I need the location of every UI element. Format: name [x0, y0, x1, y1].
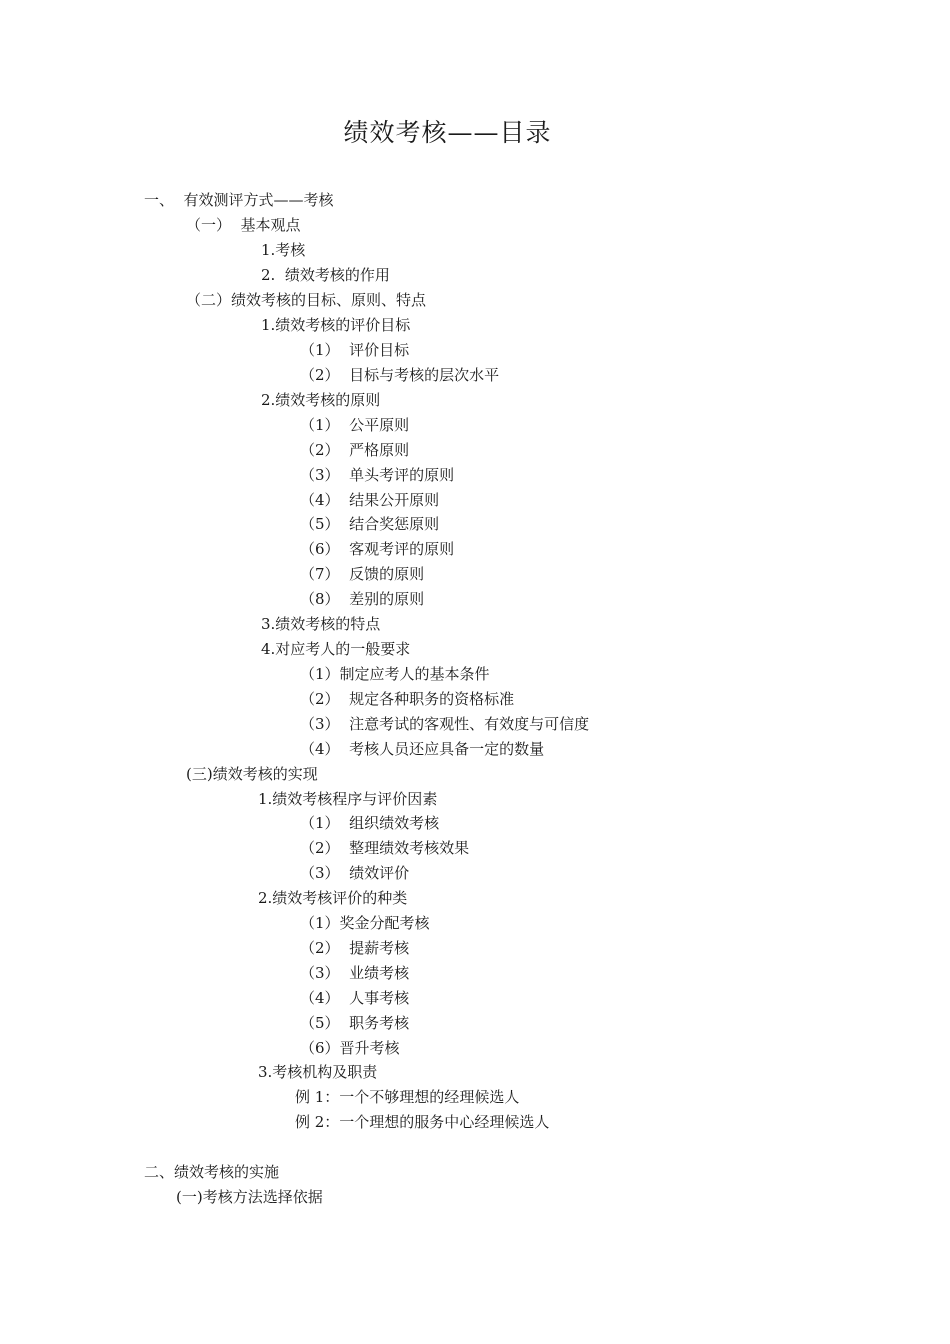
toc-line: （2） 严格原则 — [300, 441, 410, 459]
toc-line: 3.考核机构及职责 — [258, 1063, 378, 1081]
toc-line: 一、 有效测评方式——考核 — [144, 191, 334, 209]
toc-line: （2） 规定各种职务的资格标准 — [300, 690, 515, 708]
toc-line: 1.绩效考核的评价目标 — [261, 316, 411, 334]
toc-line: （1） 组织绩效考核 — [300, 814, 440, 832]
toc-line: （8） 差别的原则 — [300, 590, 425, 608]
toc-line: （1）制定应考人的基本条件 — [300, 665, 490, 683]
toc-line: 1.考核 — [261, 241, 306, 259]
page-title: 绩效考核——目录 — [343, 118, 552, 147]
toc-line: 例 1：一个不够理想的经理候选人 — [295, 1088, 520, 1106]
toc-line: 例 2：一个理想的服务中心经理候选人 — [295, 1113, 550, 1131]
toc-line: （3） 单头考评的原则 — [300, 466, 455, 484]
toc-line: （1） 评价目标 — [300, 341, 410, 359]
toc-line: (一)考核方法选择依据 — [176, 1188, 323, 1206]
toc-line: 2.绩效考核评价的种类 — [258, 889, 408, 907]
toc-line: 2. 绩效考核的作用 — [261, 266, 390, 284]
toc-line: （1） 公平原则 — [300, 416, 410, 434]
toc-line: （4） 人事考核 — [300, 989, 410, 1007]
toc-line: 1.绩效考核程序与评价因素 — [258, 790, 438, 808]
toc-line: 3.绩效考核的特点 — [261, 615, 381, 633]
toc-line: （5） 职务考核 — [300, 1014, 410, 1032]
toc-line: （3） 注意考试的客观性、有效度与可信度 — [300, 715, 590, 733]
toc-line: （3） 业绩考核 — [300, 964, 410, 982]
toc-line: （2） 目标与考核的层次水平 — [300, 366, 500, 384]
toc-line: (三)绩效考核的实现 — [186, 765, 318, 783]
toc-line: （二）绩效考核的目标、原则、特点 — [186, 291, 427, 309]
toc-line: （3） 绩效评价 — [300, 864, 410, 882]
toc-line: 二、绩效考核的实施 — [144, 1163, 280, 1181]
toc-line: （2） 整理绩效考核效果 — [300, 839, 470, 857]
toc-line: （1）奖金分配考核 — [300, 914, 430, 932]
toc-line: （6）晋升考核 — [300, 1039, 400, 1057]
toc-line: （5） 结合奖惩原则 — [300, 515, 440, 533]
toc-line: （4） 结果公开原则 — [300, 491, 440, 509]
toc-line: （一） 基本观点 — [186, 216, 301, 234]
toc-line: 4.对应考人的一般要求 — [261, 640, 411, 658]
toc-line: 2.绩效考核的原则 — [261, 391, 381, 409]
toc-line: （2） 提薪考核 — [300, 939, 410, 957]
toc-line: （7） 反馈的原则 — [300, 565, 425, 583]
toc-line: （4） 考核人员还应具备一定的数量 — [300, 740, 545, 758]
toc-line: （6） 客观考评的原则 — [300, 540, 455, 558]
